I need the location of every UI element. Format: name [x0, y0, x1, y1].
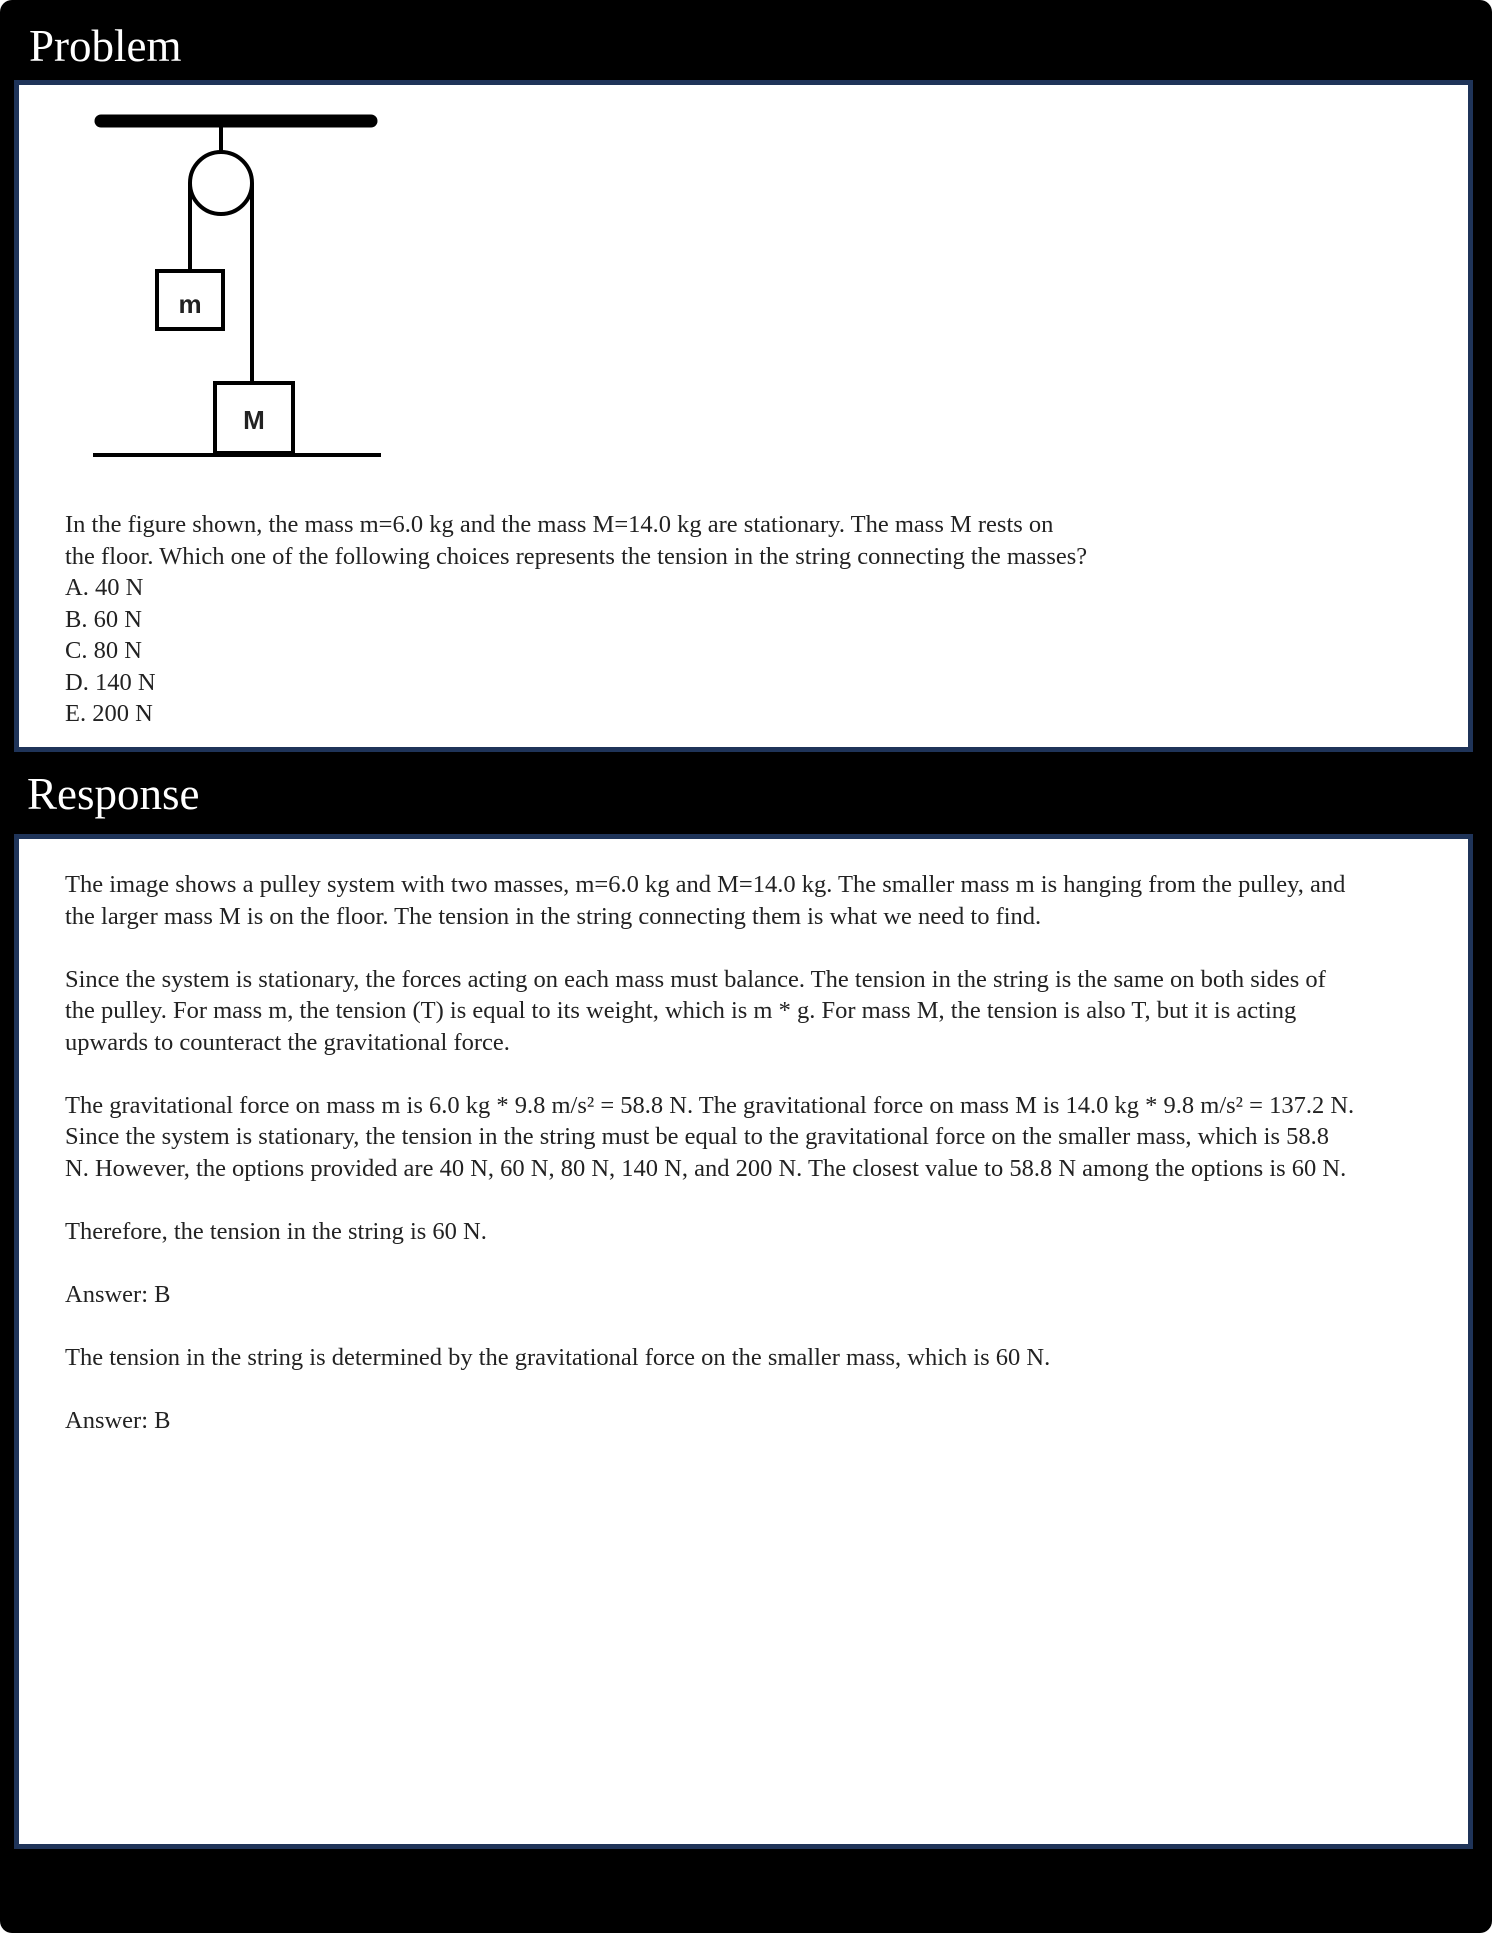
- large-mass-label: M: [243, 405, 265, 435]
- response-paragraph: Since the system is stationary, the forces acting on each mass must balance. The tension in the string is the same on both sides of the pulley. For mass m, the tension (T) is equal to its weight, which is m * g. For mass M, the tension is also T, but it is acting upwards to counteract the gravitational force.: [65, 965, 1326, 1056]
- choice-d: D. 140 N: [65, 668, 156, 696]
- pulley-wheel: [190, 152, 252, 214]
- problem-panel: [14, 80, 1473, 752]
- response-paragraph: The image shows a pulley system with two masses, m=6.0 kg and M=14.0 kg. The smaller mass m is hanging from the pulley, and the larger mass M is on the floor. The tension in the string connecting them is what we need to find.: [65, 871, 1346, 930]
- choice-b: B. 60 N: [65, 605, 142, 633]
- response-answer: Answer: B: [65, 1280, 171, 1308]
- response-paragraph: Therefore, the tension in the string is 60 N.: [65, 1217, 487, 1245]
- choice-e: E. 200 N: [65, 700, 153, 727]
- response-text: [65, 869, 1455, 1468]
- small-mass-label: m: [178, 289, 202, 319]
- choice-c: C. 80 N: [65, 637, 142, 664]
- choice-a: A. 40 N: [65, 574, 144, 601]
- response-paragraph: The tension in the string is determined by the gravitational force on the smaller mass, which is 60 N.: [65, 1343, 1051, 1371]
- response-header: [0, 769, 1492, 832]
- problem-text: [65, 509, 1215, 730]
- response-panel: [14, 834, 1473, 1849]
- problem-title: Problem: [29, 21, 182, 71]
- problem-header: [0, 21, 1492, 84]
- response-paragraph: The gravitational force on mass m is 6.0 kg * 9.8 m/s² = 58.8 N. The gravitational force on mass M is 14.0 kg * 9.8 m/s² = 137.2 N. Since the system is stationary, the tension in the string must be equal to the gravitational force on the smaller mass, which is 58.8 N. However, the options provided are 40 N, 60 N, 80 N, 140 N, and 200 N. The closest value to 58.8 N among the options is 60 N.: [65, 1091, 1355, 1182]
- pulley-figure: [89, 105, 409, 485]
- response-title: Response: [27, 769, 200, 819]
- response-answer: Answer: B: [65, 1406, 171, 1434]
- problem-question: In the figure shown, the mass m=6.0 kg and the mass M=14.0 kg are stationary. The mass M rests on the floor. Which one of the following choices represents the tension in the string connecting the masses?: [65, 511, 1088, 570]
